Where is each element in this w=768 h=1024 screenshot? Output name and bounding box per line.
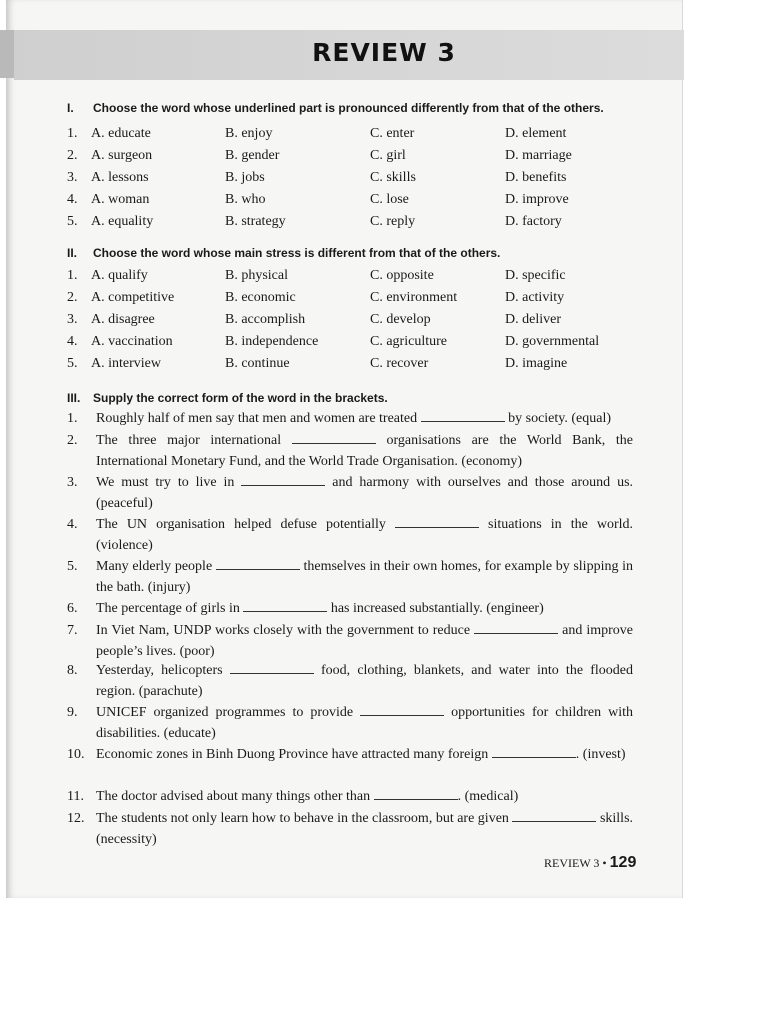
answer-blank [512, 809, 596, 822]
fill-in-item [67, 808, 633, 850]
option-a: A. woman [91, 192, 150, 207]
item-text-before: UNICEF organized programmes to provide [96, 705, 354, 720]
item-text-before: The UN organisation helped defuse potentially [96, 517, 386, 532]
item-number: 9. [67, 705, 78, 720]
option-a: A. qualify [91, 268, 148, 283]
fill-in-item [67, 598, 633, 619]
question-number: 1. [67, 268, 78, 283]
answer-blank [474, 621, 558, 634]
item-number: 12. [67, 811, 85, 826]
fill-in-item [67, 514, 633, 556]
question-row [67, 126, 667, 146]
page-number: 129 [609, 854, 637, 871]
fill-in-item [67, 472, 633, 514]
section-3-instruction: Supply the correct form of the word in the brackets. [93, 391, 388, 405]
option-d: D. imagine [505, 356, 568, 371]
option-d: D. governmental [505, 334, 600, 349]
question-number: 4. [67, 334, 78, 349]
item-number: 7. [67, 623, 78, 638]
item-text-after: skills. (necessity) [96, 811, 634, 847]
item-text-before: The percentage of girls in [96, 601, 240, 616]
option-b: B. independence [225, 334, 319, 349]
question-number: 3. [67, 170, 78, 185]
item-text [96, 556, 633, 598]
item-text-before: Many elderly people [96, 559, 213, 574]
option-b: B. continue [225, 356, 290, 371]
option-b: B. accomplish [225, 312, 306, 327]
item-text-before: Yesterday, helicopters [96, 663, 223, 678]
option-b: B. who [225, 192, 266, 207]
fill-in-item [67, 744, 633, 765]
section-1-instruction: Choose the word whose underlined part is pronounced differently from that of the others. [93, 101, 604, 115]
footer-label: REVIEW 3 • [544, 856, 607, 870]
item-number: 4. [67, 517, 78, 532]
option-c: C. skills [370, 170, 416, 185]
item-number: 11. [67, 789, 84, 804]
item-text-after: has increased substantially. (engineer) [330, 601, 544, 616]
answer-blank [421, 409, 505, 422]
option-d: D. specific [505, 268, 566, 283]
option-c: C. opposite [370, 268, 434, 283]
item-text-before: In Viet Nam, UNDP works closely with the government to reduce [96, 623, 471, 638]
item-number: 5. [67, 559, 78, 574]
answer-blank [241, 473, 325, 486]
question-row [67, 356, 667, 376]
fill-in-item [67, 786, 633, 807]
option-a: A. surgeon [91, 148, 153, 163]
option-a: A. disagree [91, 312, 155, 327]
item-number: 10. [67, 747, 85, 762]
answer-blank [395, 515, 479, 528]
item-text-before: We must try to live in [96, 475, 235, 490]
question-number: 2. [67, 148, 78, 163]
answer-blank [492, 745, 576, 758]
fill-in-item [67, 702, 633, 744]
option-d: D. activity [505, 290, 565, 305]
option-c: C. recover [370, 356, 429, 371]
item-text [96, 808, 633, 850]
section-2-numeral: II. [67, 246, 78, 260]
question-row [67, 170, 667, 190]
item-text-after: themselves in their own homes, for example by slipping in the bath. (injury) [96, 559, 633, 595]
item-number: 3. [67, 475, 78, 490]
question-number: 2. [67, 290, 78, 305]
question-row [67, 268, 667, 288]
question-number: 3. [67, 312, 78, 327]
item-number: 1. [67, 411, 78, 426]
page-footer [544, 854, 636, 872]
question-row [67, 148, 667, 168]
option-b: B. economic [225, 290, 296, 305]
item-text-after: . (medical) [457, 789, 519, 804]
question-row [67, 214, 667, 234]
item-text [96, 660, 633, 702]
option-a: A. interview [91, 356, 161, 371]
answer-blank [216, 557, 300, 570]
item-text [96, 472, 633, 514]
section-2-instruction: Choose the word whose main stress is different from that of the others. [93, 246, 501, 260]
option-d: D. factory [505, 214, 562, 229]
option-c: C. reply [370, 214, 416, 229]
option-a: A. equality [91, 214, 154, 229]
item-text [96, 430, 633, 472]
page-title: REVIEW 3 [312, 38, 456, 67]
question-number: 1. [67, 126, 78, 141]
item-number: 6. [67, 601, 78, 616]
option-a: A. competitive [91, 290, 175, 305]
fill-in-item [67, 430, 633, 472]
section-3-numeral: III. [67, 391, 81, 405]
section-2-heading [67, 246, 667, 260]
answer-blank [230, 661, 314, 674]
item-number: 2. [67, 433, 78, 448]
section-1-numeral: I. [67, 101, 74, 115]
option-d: D. deliver [505, 312, 561, 327]
option-c: C. agriculture [370, 334, 447, 349]
question-number: 4. [67, 192, 78, 207]
item-text [96, 514, 633, 556]
question-number: 5. [67, 214, 78, 229]
question-row [67, 334, 667, 354]
question-number: 5. [67, 356, 78, 371]
item-text [96, 620, 633, 662]
question-row [67, 290, 667, 310]
item-text [96, 744, 633, 765]
item-text-after: . (invest) [575, 747, 626, 762]
item-text-after: organisations are the World Bank, the International Monetary Fund, and the World Trade Organisation. (economy) [96, 433, 634, 469]
question-row [67, 312, 667, 332]
option-b: B. enjoy [225, 126, 273, 141]
answer-blank [360, 703, 444, 716]
item-text-after: by society. (equal) [508, 411, 612, 426]
option-b: B. jobs [225, 170, 265, 185]
fill-in-item [67, 556, 633, 598]
item-text-before: The doctor advised about many things other than [96, 789, 371, 804]
option-b: B. gender [225, 148, 280, 163]
item-text [96, 786, 633, 807]
item-text-after: situations in the world. (violence) [96, 517, 634, 553]
option-a: A. vaccination [91, 334, 173, 349]
option-d: D. benefits [505, 170, 567, 185]
item-text [96, 408, 633, 429]
option-b: B. strategy [225, 214, 286, 229]
answer-blank [374, 787, 458, 800]
answer-blank [292, 431, 376, 444]
item-text-after: food, clothing, blankets, and water into the flooded region. (parachute) [96, 663, 633, 699]
option-a: A. educate [91, 126, 151, 141]
item-number: 8. [67, 663, 78, 678]
option-c: C. lose [370, 192, 409, 207]
option-c: C. girl [370, 148, 406, 163]
question-row [67, 192, 667, 212]
option-d: D. element [505, 126, 567, 141]
item-text-before: Economic zones in Binh Duong Province have attracted many foreign [96, 747, 489, 762]
fill-in-item [67, 620, 633, 662]
section-1-heading [67, 101, 667, 115]
item-text-after: and improve people’s lives. (poor) [96, 623, 633, 659]
item-text-before: Roughly half of men say that men and women are treated [96, 411, 418, 426]
item-text [96, 702, 633, 744]
item-text-before: The three major international [96, 433, 282, 448]
option-a: A. lessons [91, 170, 149, 185]
option-d: D. improve [505, 192, 569, 207]
option-c: C. environment [370, 290, 458, 305]
option-b: B. physical [225, 268, 288, 283]
fill-in-item [67, 408, 633, 429]
item-text-after: and harmony with ourselves and those around us. (peaceful) [96, 475, 634, 511]
item-text [96, 598, 633, 619]
option-c: C. enter [370, 126, 415, 141]
item-text-before: The students not only learn how to behave in the classroom, but are given [96, 811, 509, 826]
answer-blank [243, 599, 327, 612]
item-text-after: opportunities for children with disabilities. (educate) [96, 705, 634, 741]
fill-in-item [67, 660, 633, 702]
section-3-heading [67, 391, 667, 405]
option-c: C. develop [370, 312, 431, 327]
option-d: D. marriage [505, 148, 572, 163]
